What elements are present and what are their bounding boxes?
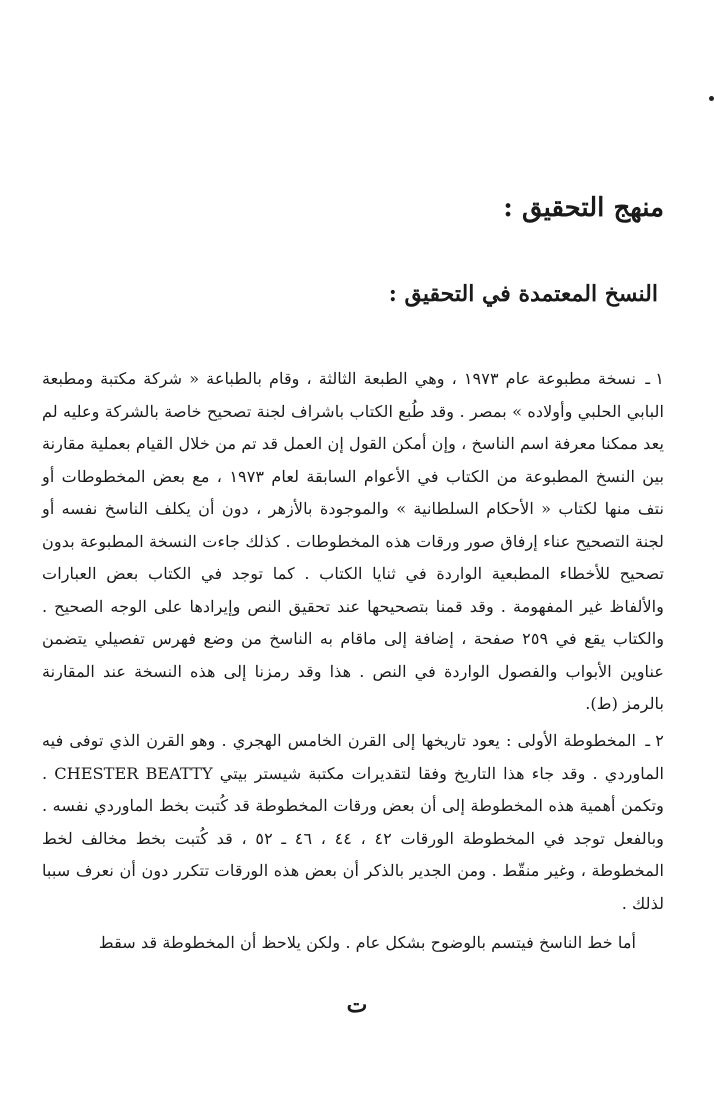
margin-dot — [709, 96, 714, 101]
item-number: ٢ ـ — [645, 731, 664, 750]
body-paragraph: أما خط الناسخ فيتسم بالوضوح بشكل عام . ولكن يلاحظ أن المخطوطة قد سقط — [98, 933, 636, 952]
item-number: ١ ـ — [645, 369, 664, 388]
list-item-1 — [42, 363, 664, 721]
page-marker: ت — [346, 992, 368, 1018]
list-item-2 — [42, 725, 664, 920]
section-heading: منهج التحقيق : — [503, 193, 664, 223]
item-text: المخطوطة الأولى : يعود تاريخها إلى القرن الخامس الهجري . وهو القرن الذي توفى فيه الماوردي . وقد جاء هذا التاريخ وفقا لتقديرات مكتبة شيستر بيتي CHESTER BEATTY . وتكمن أهمية هذه المخطوطة إلى أن بعض ورقات المخطوطة قد كُتبت بخط الماوردي نفسه . وبالفعل توجد في المخطوطة الورقات ٤٢ ، ٤٤ ، ٤٦ ـ ٥٢ ، قد كُتبت بخط مخالف لخط المخطوطة ، وغير منقّط . ومن الجدير بالذكر أن بعض هذه الورقات تتكرر دون أن نعرف سببا لذلك . — [42, 731, 665, 913]
subsection-heading: النسخ المعتمدة في التحقيق : — [388, 281, 658, 307]
item-text: نسخة مطبوعة عام ١٩٧٣ ، وهي الطبعة الثالثة ، وقام بالطباعة « شركة مكتبة ومطبعة البابي الحلبي وأولاده » بمصر . وقد طُبع الكتاب باشراف لجنة تصحيح خاصة بالشركة وعليه لم يعد ممكنا معرفة اسم الناسخ ، وإن أمكن القول إن العمل قد تم من خلال القيام بعملية مقارنة بين النسخ المطبوعة من الكتاب في الأعوام السابقة لعام ١٩٧٣ ، مع بعض المخطوطات أو نتف منها لكتاب « الأحكام السلطانية » والموجودة بالأزهر ، دون أن يكلف الناسخ نفسه أو لجنة التصحيح عناء إرفاق صور ورقات هذه المخطوطات . كذلك جاءت النسخة المطبوعة بدون تصحيح للأخطاء المطبعية الواردة في ثنايا الكتاب . كما توجد في الكتاب بعض العبارات والألفاظ غير المفهومة . وقد قمنا بتصحيحها عند تحقيق النص وإيرادها على الوجه الصحيح . والكتاب يقع في ٢٥٩ صفحة ، إضافة إلى ماقام به الناسخ من وضع فهرس تفصيلي يتضمن عناوين الأبواب والفصول الواردة في النص . هذا وقد رمزنا إلى هذه النسخة عند المقارنة بالرمز (ط). — [42, 369, 665, 713]
